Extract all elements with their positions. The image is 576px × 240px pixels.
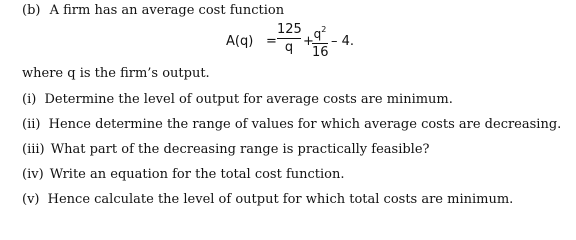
part-iii-label: (iii)	[22, 142, 45, 157]
fraction2-denominator: 16	[312, 45, 329, 60]
part-iii-text: What part of the decreasing range is practically feasible?	[50, 142, 430, 157]
part-v-label: (v)	[22, 192, 40, 207]
part-i-label: (i)	[22, 92, 37, 107]
equation-lhs: A(q)	[226, 34, 254, 49]
part-iv	[22, 167, 345, 183]
question-label: (b)	[22, 3, 41, 18]
part-iv-label: (iv)	[22, 167, 44, 182]
fraction2-numerator	[312, 22, 328, 42]
fraction2-bar	[312, 43, 328, 44]
fraction2-numerator-base: q	[313, 27, 322, 41]
equation-plus: +	[303, 34, 314, 49]
part-v-text: Hence calculate the level of output for which total costs are minimum.	[47, 192, 514, 207]
average-cost-equation	[226, 22, 486, 62]
equation-tail: – 4.	[331, 34, 355, 49]
fraction1-bar	[277, 38, 301, 39]
part-v	[22, 192, 513, 208]
part-i-text: Determine the level of output for average costs are minimum.	[44, 92, 453, 107]
fraction-125-over-q	[277, 22, 301, 55]
part-iii	[22, 142, 430, 158]
equation-equals: =	[266, 34, 277, 49]
fraction2-exponent: 2	[321, 25, 327, 34]
question-intro	[22, 3, 284, 19]
question-intro-text: A firm has an average cost function	[49, 3, 285, 18]
part-ii	[22, 117, 561, 133]
part-i	[22, 92, 453, 108]
fraction-q2-over-16	[312, 22, 328, 60]
fraction1-numerator: 125	[277, 22, 302, 37]
part-ii-label: (ii)	[22, 117, 41, 132]
fraction1-denominator: q	[284, 40, 294, 55]
where-text: where q is the firm’s output.	[22, 66, 210, 81]
part-iv-text: Write an equation for the total cost function.	[49, 167, 345, 182]
part-ii-text: Hence determine the range of values for which average costs are decreasing.	[48, 117, 562, 132]
